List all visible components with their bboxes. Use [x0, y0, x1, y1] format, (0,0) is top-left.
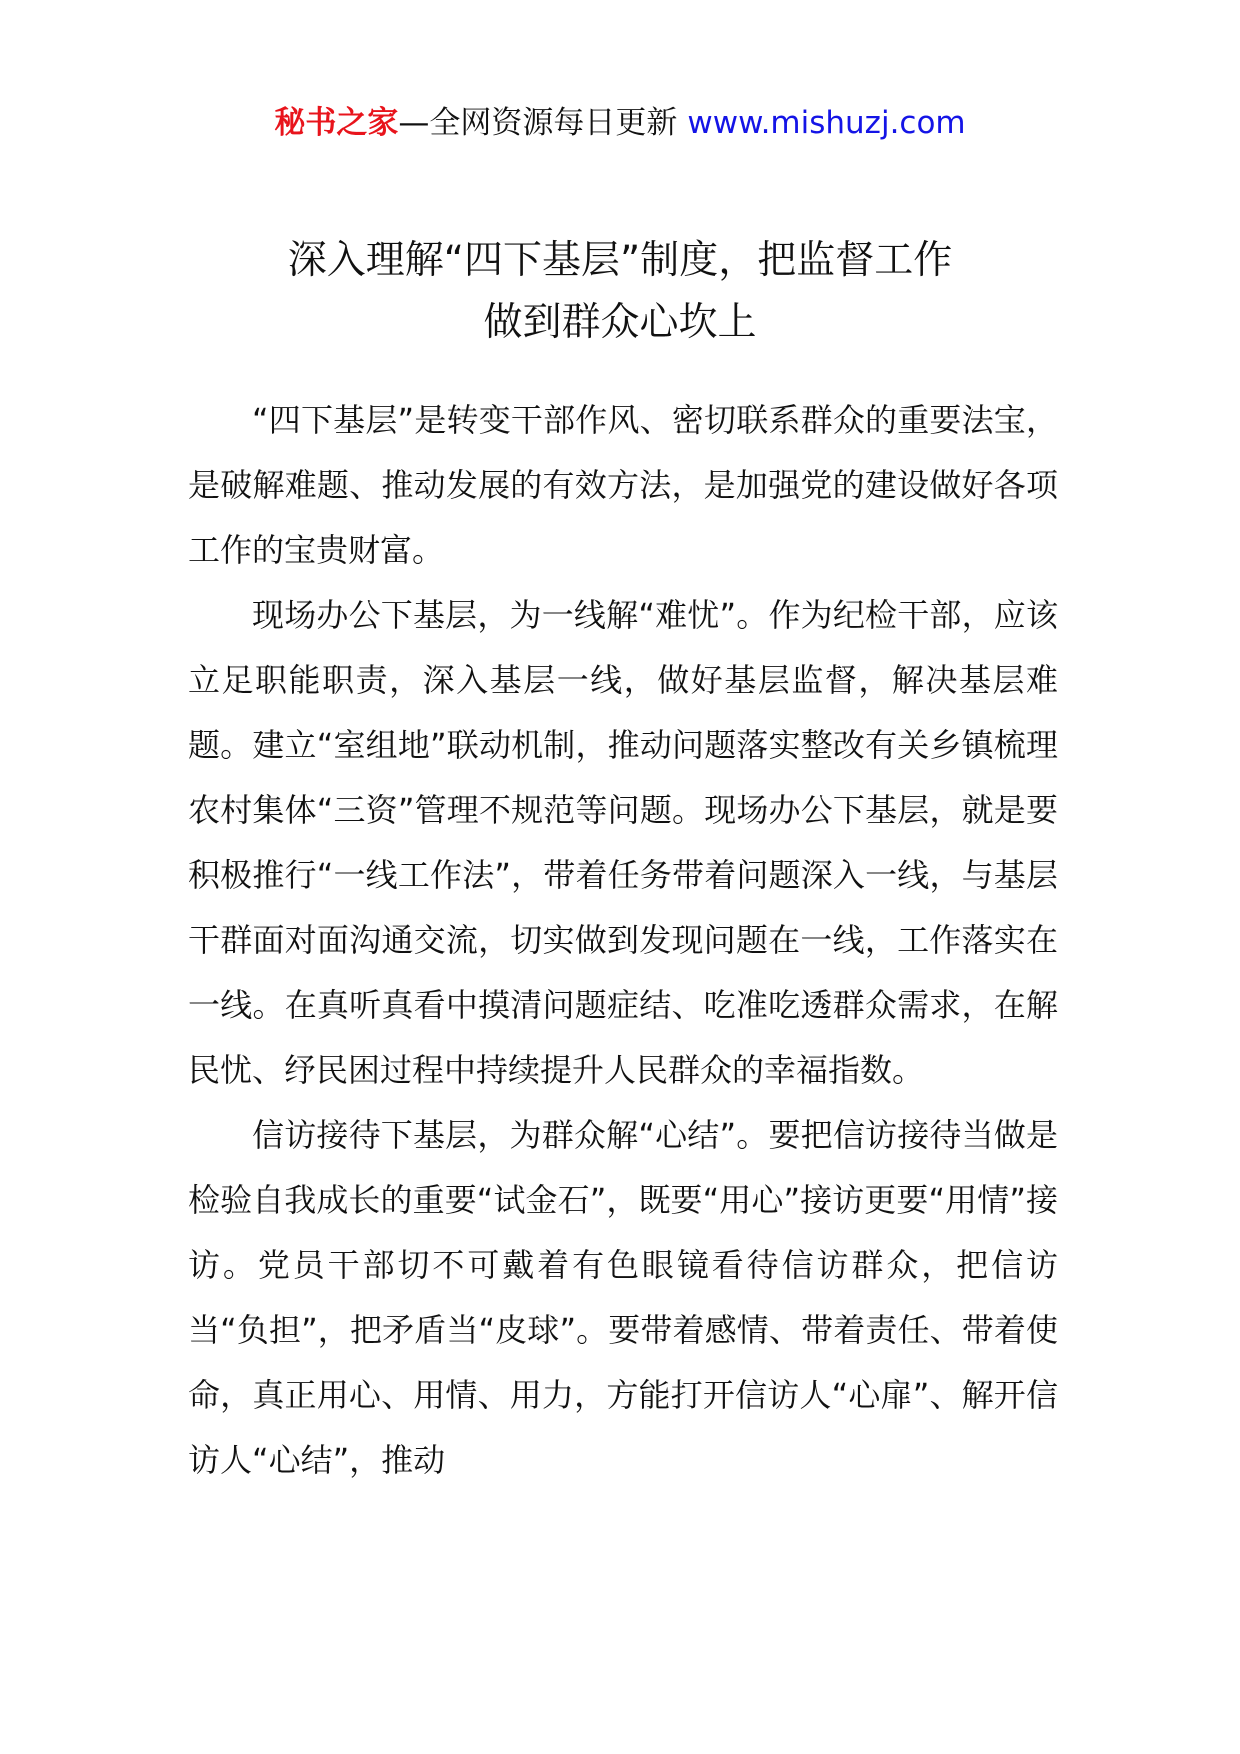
paragraph: “四下基层”是转变干部作风、密切联系群众的重要法宝，是破解难题、推动发展的有效方法，是加强党的建设做好各项工作的宝贵财富。 [188, 401, 1058, 569]
article-title [0, 230, 1240, 354]
site-header [0, 100, 1240, 146]
site-url-link[interactable]: www.mishuzj.com [687, 105, 966, 141]
paragraph: 信访接待下基层，为群众解“心结”。要把信访接待当做是检验自我成长的重要“试金石”，既要“用心”接访更要“用情”接访。党员干部切不可戴着有色眼镜看待信访群众，把信访当“负担”，把矛盾当“皮球”。要带着感情、带着责任、带着使命，真正用心、用情、用力，方能打开信访人“心扉”、解开信访人“心结”，推动 [188, 1116, 1058, 1479]
paragraph: 现场办公下基层，为一线解“难忧”。作为纪检干部，应该立足职能职责，深入基层一线，做好基层监督，解决基层难题。建立“室组地”联动机制，推动问题落实整改有关乡镇梳理农村集体“三资”管理不规范等问题。现场办公下基层，就是要积极推行“一线工作法”，带着任务带着问题深入一线，与基层干群面对面沟通交流，切实做到发现问题在一线，工作落实在一线。在真听真看中摸清问题症结、吃准吃透群众需求，在解民忧、纾民困过程中持续提升人民群众的幸福指数。 [188, 596, 1058, 1089]
article-body [188, 388, 1058, 1493]
title-line-2: 做到群众心坎上 [483, 300, 757, 345]
title-line-1: 深入理解“四下基层”制度，把监督工作 [287, 238, 953, 283]
header-slogan: —全网资源每日更新 [398, 105, 678, 141]
brand-name: 秘书之家 [274, 105, 399, 141]
